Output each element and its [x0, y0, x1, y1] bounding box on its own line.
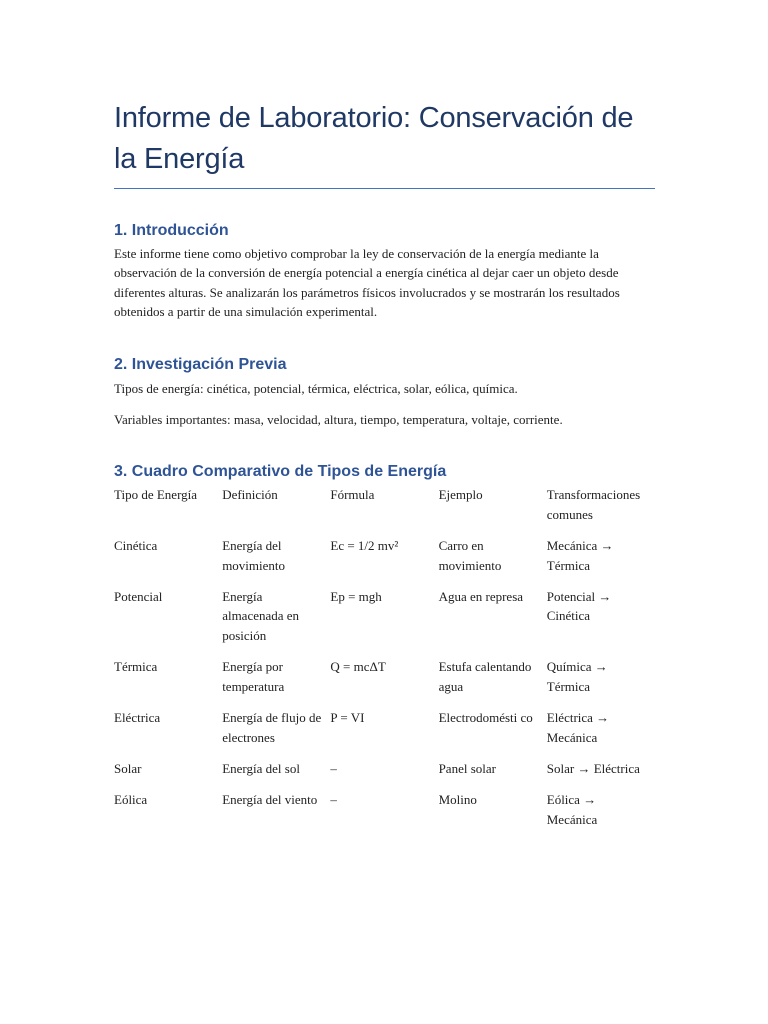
table-cell: Panel solar: [438, 760, 496, 776]
table-row: [114, 759, 655, 790]
intro-heading: 1. Introducción: [114, 222, 229, 239]
table-header-row: [114, 485, 655, 536]
table-row: [114, 657, 655, 708]
document-page: [114, 0, 655, 841]
table-cell: Solar → Eléctrica: [546, 760, 640, 776]
table-cell: Potencial → Cinética: [546, 589, 612, 624]
table-cell: Solar: [114, 760, 142, 776]
table-cell: Estufa calentando agua: [438, 659, 532, 694]
table-cell: Potencial: [114, 589, 163, 605]
table-cell: Q = mcΔT: [330, 659, 386, 675]
table-cell: Energía de flujo de electrones: [222, 710, 322, 745]
table-cell: Térmica: [114, 659, 158, 675]
table-header-cell: Ejemplo: [438, 487, 483, 503]
comparison-heading: 3. Cuadro Comparativo de Tipos de Energía: [114, 463, 447, 481]
table-row: [114, 708, 655, 759]
table-header-cell: Definición: [222, 487, 278, 503]
table-cell: P = VI: [330, 710, 365, 726]
table-cell: Electrodomésti co: [438, 710, 533, 726]
table-cell: Energía almacenada en posición: [222, 589, 300, 643]
table-cell: Carro en movimiento: [438, 538, 502, 573]
table-cell: Energía por temperatura: [222, 659, 285, 694]
table-row: [114, 790, 655, 841]
title-underline: [114, 188, 655, 189]
table-cell: Eólica → Mecánica: [546, 792, 598, 827]
table-cell: Cinética: [114, 538, 158, 554]
table-cell: Mecánica → Térmica: [546, 538, 614, 573]
table-header-cell: Tipo de Energía: [114, 487, 198, 503]
table-header-cell: Fórmula: [330, 487, 375, 503]
table-cell: Energía del sol: [222, 760, 300, 776]
energy-types-paragraph: Tipos de energía: cinética, potencial, térmica, eléctrica, solar, eólica, química.: [114, 380, 518, 396]
table-cell: Eléctrica: [114, 710, 161, 726]
table-row: [114, 536, 655, 587]
table-cell: Agua en represa: [438, 589, 524, 605]
variables-paragraph: Variables importantes: masa, velocidad, altura, tiempo, temperatura, voltaje, corriente.: [114, 412, 563, 428]
table-cell: Ep = mgh: [330, 589, 382, 605]
table-cell: Eólica: [114, 792, 148, 808]
table-cell: Molino: [438, 792, 477, 808]
table-cell: Energía del movimiento: [222, 538, 286, 573]
table-cell: Química → Térmica: [546, 659, 608, 694]
comparison-table: [114, 485, 655, 841]
table-header-cell: Transformaciones comunes: [546, 487, 641, 522]
table-cell: Energía del viento: [222, 792, 318, 808]
document-title: Informe de Laboratorio: Conservación de la Energía: [114, 102, 634, 175]
table-row: [114, 587, 655, 657]
intro-paragraph: Este informe tiene como objetivo comprobar la ley de conservación de la energía mediante la observación de la conversión de energía potencial a energía cinética al dejar caer un objeto desde diferentes alturas. Se analizarán los parámetros físicos involucrados y se mostrarán los resultados obtenidos a partir de una simulación experimental.: [114, 246, 620, 320]
table-cell: –: [330, 792, 337, 808]
table-cell: Ec = 1/2 mv²: [330, 538, 399, 554]
investigation-heading: 2. Investigación Previa: [114, 355, 287, 373]
table-cell: Eléctrica → Mecánica: [546, 710, 610, 745]
table-cell: –: [330, 760, 337, 776]
